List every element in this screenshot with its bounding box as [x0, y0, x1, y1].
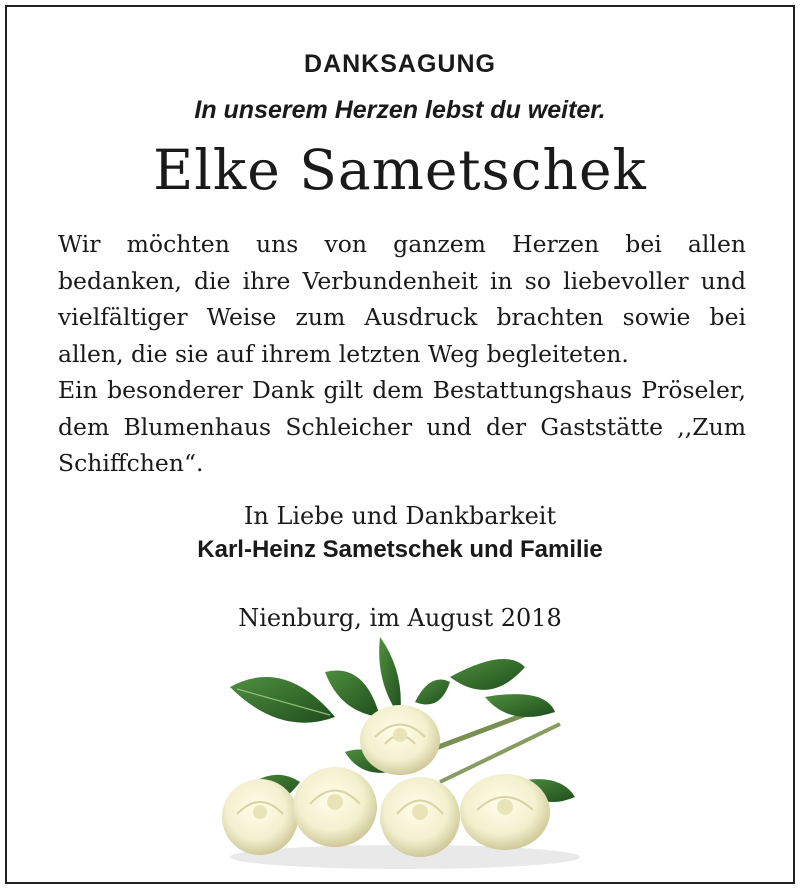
notice-heading: DANKSAGUNG: [304, 50, 496, 78]
thank-you-paragraph-2: Ein besonderer Dank gilt dem Bestattungshaus Pröseler, dem Blumenhaus Schleicher und der Gaststätte ,,Zum Schiffchen“.: [58, 376, 746, 477]
place-date: Nienburg, im August 2018: [238, 604, 562, 632]
thank-you-paragraph-1: Wir möchten uns von ganzem Herzen bei allen bedanken, die ihre Verbundenheit in so liebevoller und vielfältiger Weise zum Ausdruck brachten sowie bei allen, die sie auf ihrem letzten Weg begleiteten.: [58, 230, 746, 368]
deceased-name: Elke Sametschek: [153, 138, 647, 202]
notice-motto: In unserem Herzen lebst du weiter.: [194, 96, 606, 124]
family-signature: Karl-Heinz Sametschek und Familie: [197, 536, 603, 563]
white-roses-icon: [215, 632, 595, 872]
thank-you-text: [58, 226, 746, 482]
closing-line: In Liebe und Dankbarkeit: [243, 502, 557, 530]
